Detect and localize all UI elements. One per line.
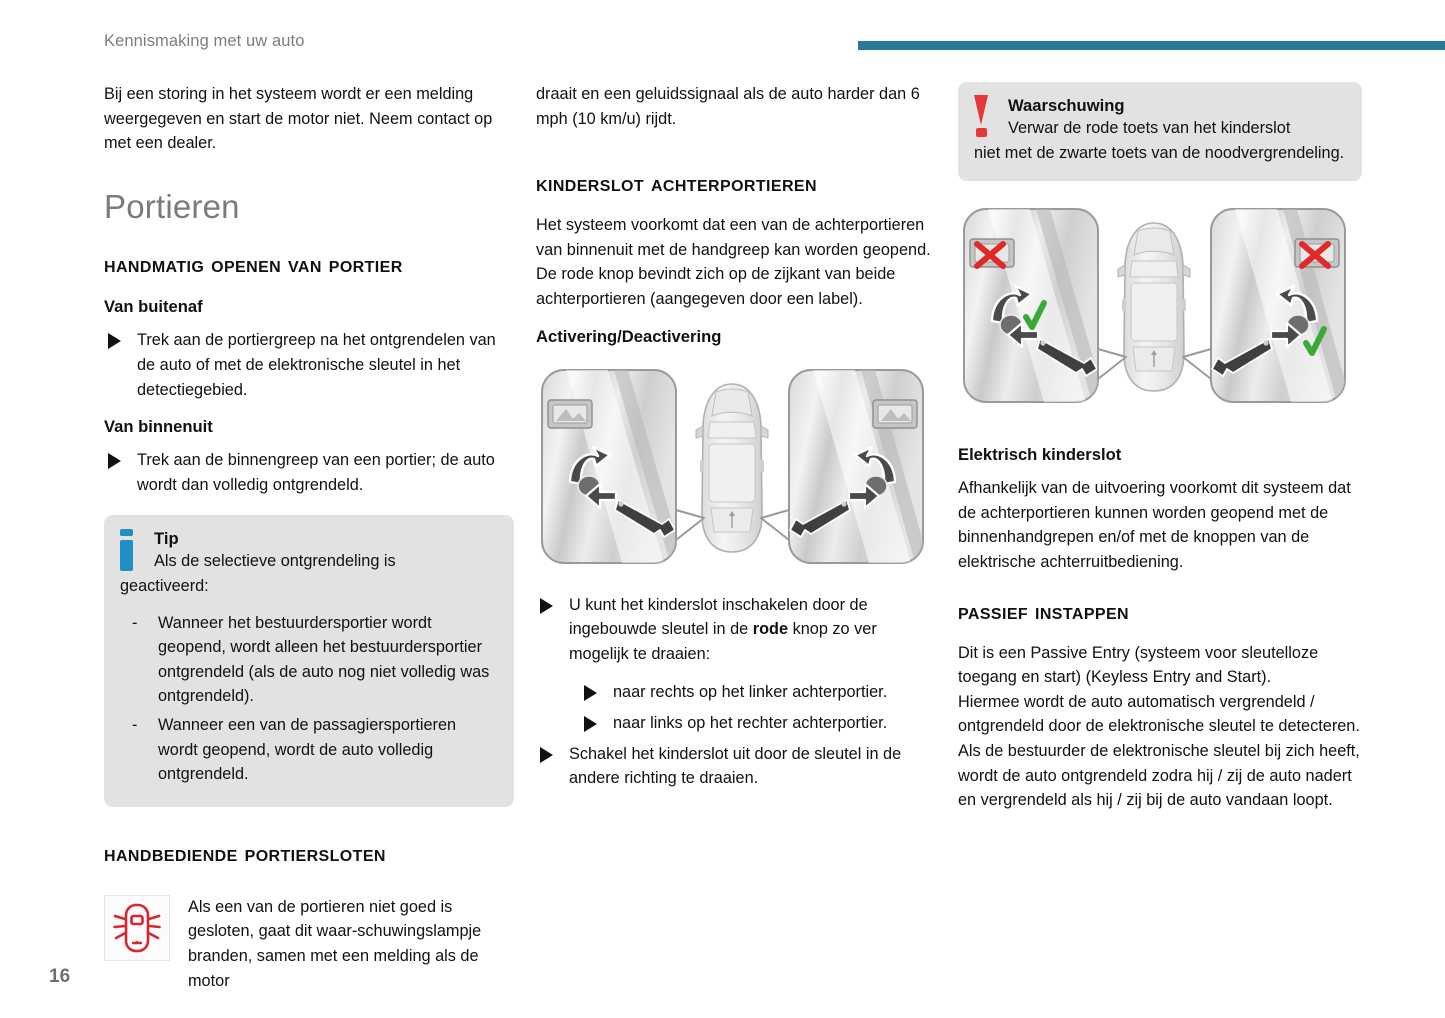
- electric-child-lock-paragraph: Afhankelijk van de uitvoering voorkomt dit systeem dat de achterportieren kunnen worden geopend met de binnenhandgrepen en/of met de knoppen van de elektrische achterruitbediening.: [958, 479, 1351, 571]
- sub-bullet-text: naar rechts op het linker achterportier.: [613, 683, 888, 702]
- bullet-text: Trek aan de binnengreep van een portier; de auto wordt dan volledig ontgrendeld.: [137, 451, 495, 494]
- tip-title: Tip: [154, 529, 179, 549]
- tip-callout-box: [104, 515, 514, 806]
- column-right: [958, 82, 1362, 813]
- left-door-callout: [964, 209, 1106, 402]
- section-heading-manual-open: handmatig openen van portier: [104, 251, 403, 278]
- tip-lead: Als de selectieve ontgrendeling is: [154, 552, 396, 571]
- passive-entry-paragraph-2: Hiermee wordt de auto automatisch vergrendeld / ontgrendeld door de elektronische sleutel te detecteren.: [958, 692, 1360, 736]
- warning-body: niet met de zwarte toets van de noodvergrendeling.: [974, 143, 1345, 162]
- car-top-view: [1118, 223, 1190, 391]
- child-lock-paragraph-1: Het systeem voorkomt dat een van de achterportieren van binnenuit met de handgreep kan worden geopend.: [536, 216, 931, 259]
- info-icon-stem: [120, 540, 133, 571]
- warning-lamp-text: Als een van de portieren niet goed is gesloten, gaat dit waar-schuwingslampje branden, samen met een melding als de motor: [188, 897, 482, 990]
- child-lock-door-key-illustration: [536, 364, 936, 569]
- chapter-title: Portieren: [104, 187, 240, 225]
- subheading-activation: Activering/Deactivering: [536, 326, 722, 346]
- header-title: Kennismaking met uw auto: [104, 32, 305, 50]
- tip-list-item-text: Wanneer een van de passagiersportieren wordt geopend, wordt de auto volledig ontgrendeld.: [158, 715, 457, 784]
- sub-bullet-text: naar links op het rechter achterportier.: [613, 713, 888, 732]
- bullet-text: Schakel het kinderslot uit door de sleutel in de andere richting te draaien.: [569, 744, 902, 788]
- triangle-bullet-icon: [584, 716, 597, 732]
- triangle-bullet-icon: [540, 598, 553, 614]
- bullet-disable-child-lock: [536, 742, 936, 791]
- warning-callout-box: [958, 82, 1362, 181]
- column-middle: [536, 82, 936, 797]
- child-lock-correct-incorrect-illustration: [958, 203, 1362, 408]
- triangle-bullet-icon: [540, 747, 553, 763]
- right-door-callout: [1211, 209, 1351, 402]
- left-pointer: [676, 510, 704, 540]
- bullet-open-from-outside: [104, 328, 514, 402]
- bullet-text: Trek aan de portiergreep na het ontgrendelen van de auto of met de elektronische sleutel in het detectiegebied.: [137, 331, 496, 399]
- column-left: [104, 82, 514, 993]
- section-heading-child-lock: kinderslot achterportieren: [536, 170, 817, 197]
- warning-title: Waarschuwing: [1008, 96, 1125, 115]
- subheading-electric-child-lock: Elektrisch kinderslot: [958, 445, 1122, 465]
- subheading-from-outside: Van buitenaf: [104, 297, 203, 317]
- passive-entry-paragraph-3: Als de bestuurder de elektronische sleutel bij zich heeft, wordt de auto ontgrendeld zodra hij / zij de auto nadert en vergrendeld als hij / zij bij de auto vandaan loopt.: [958, 741, 1360, 810]
- sub-bullet-left-rear-door: [580, 680, 936, 705]
- section-heading-manual-locks: handbediende portiersloten: [104, 839, 386, 866]
- bullet-text-bold: rode: [752, 620, 789, 639]
- intro-paragraph: Bij een storing in het systeem wordt er een melding weergegeven en start de motor niet. Neem contact op met een dealer.: [104, 85, 493, 153]
- passive-entry-paragraph-1: Dit is een Passive Entry (systeem voor sleutelloze toegang en start) (Keyless Entry and Start).: [958, 643, 1319, 687]
- warning-exclamation-icon: [974, 95, 988, 139]
- dash-bullet-icon: -: [132, 715, 138, 734]
- car-top-view: [696, 384, 768, 552]
- tip-list-item: [120, 611, 498, 709]
- warning-lamp-row: [104, 895, 514, 993]
- sub-bullet-right-rear-door: [580, 711, 936, 736]
- bullet-text-part-b: knop zo ver mogelijk te draaien:: [569, 620, 877, 663]
- warning-lead: Verwar de rode toets van het kinderslot: [1008, 119, 1291, 137]
- left-door-callout: [542, 370, 684, 563]
- left-pointer: [1098, 349, 1126, 379]
- tip-list-item-text: Wanneer het bestuurdersportier wordt geopend, wordt alleen het bestuurdersportier ontgrendeld (als de auto nog niet volledig was ontgrendeld).: [158, 613, 490, 706]
- triangle-bullet-icon: [108, 453, 121, 469]
- right-pointer: [761, 510, 789, 540]
- bullet-open-from-inside: [104, 448, 514, 497]
- tip-lead-continued: geactiveerd:: [120, 576, 209, 595]
- dash-bullet-icon: -: [132, 613, 138, 632]
- triangle-bullet-icon: [584, 685, 597, 701]
- triangle-bullet-icon: [108, 333, 121, 349]
- exclamation-bar: [974, 95, 988, 125]
- page-header: [0, 0, 1445, 56]
- section-heading-passive-entry: passief instappen: [958, 597, 1129, 624]
- subheading-from-inside: Van binnenuit: [104, 417, 213, 437]
- info-icon-dot: [120, 529, 133, 536]
- bullet-enable-child-lock: [536, 593, 936, 667]
- info-icon: [120, 529, 133, 573]
- child-lock-paragraph-2: De rode knop bevindt zich op de zijkant van beide achterportieren (aangegeven door een label).: [536, 265, 896, 308]
- continuation-paragraph: draait en een geluidssignaal als de auto harder dan 6 mph (10 km/u) rijdt.: [536, 85, 920, 128]
- door-ajar-warning-lamp-icon: [104, 895, 170, 961]
- tip-list-item: [120, 713, 498, 787]
- page-number: 16: [49, 966, 71, 987]
- right-door-callout: [789, 370, 929, 563]
- header-rule: [858, 41, 1445, 50]
- right-pointer: [1183, 349, 1211, 379]
- exclamation-dot: [976, 128, 987, 137]
- bullet-text-part-a: U kunt het kinderslot inschakelen door de ingebouwde sleutel in de: [569, 595, 868, 639]
